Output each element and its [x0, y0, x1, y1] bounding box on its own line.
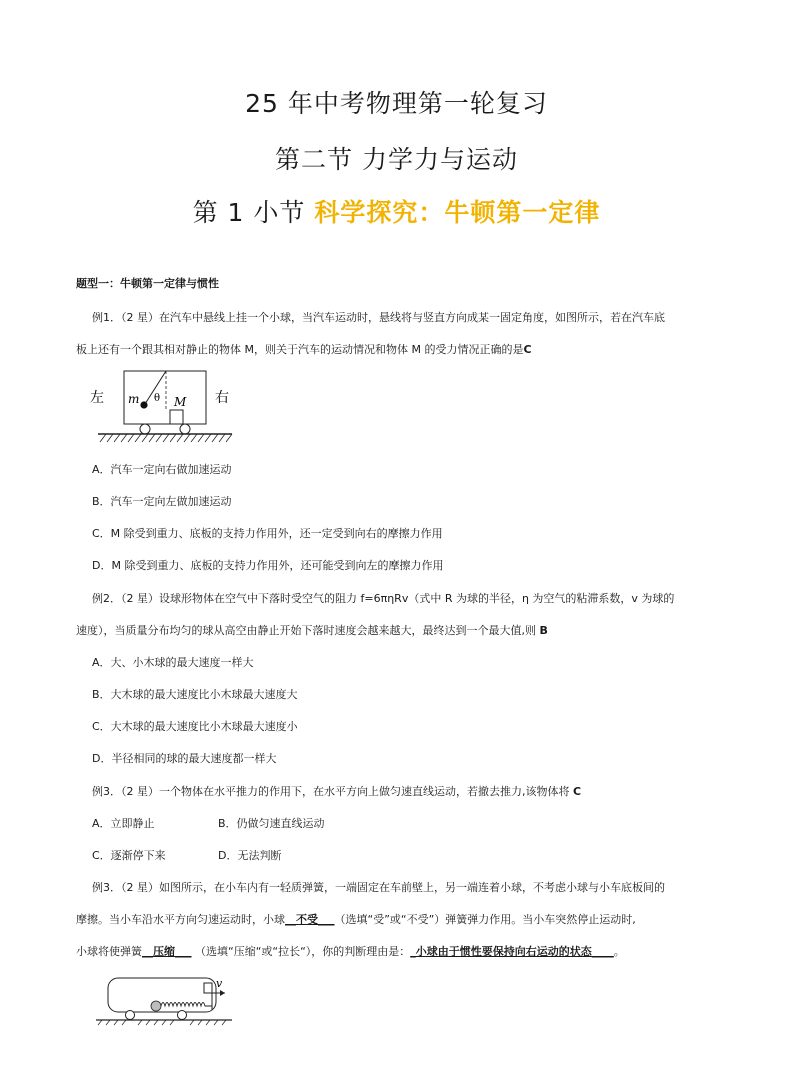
fig-M-label: M [174, 395, 187, 409]
ex2-line2-text: 速度），当质量分布均匀的球从高空由静止开始下落时速度会越来越大，最终达到一个最大值,则 [76, 624, 536, 637]
cart-spring-figure [94, 974, 234, 1026]
fig-v-label: v [216, 977, 223, 990]
ex1-option-a: A．汽车一定向右做加速运动 [92, 463, 232, 476]
subsection-title [0, 193, 793, 229]
spring-ball [151, 1001, 161, 1011]
block-M [170, 410, 183, 424]
ex4-blank1: __不受___ [285, 913, 335, 926]
ex3-option-d: D．无法判断 [218, 849, 282, 862]
ex4-blank2: __压缩___ [142, 945, 192, 958]
ex2-option-b: B．大木球的最大速度比小木球最大速度大 [92, 688, 298, 701]
cart-wheel-left [126, 1011, 135, 1020]
ex2-option-d: D．半径相同的球的最大速度都一样大 [92, 752, 277, 765]
spring-coil [161, 1003, 212, 1007]
ex2-answer: B [539, 624, 548, 637]
ex2-option-c: C．大木球的最大速度比小木球最大速度小 [92, 720, 298, 733]
ex1-line2 [76, 341, 532, 357]
ex1-line1: 例1．（2 星）在汽车中悬线上挂一个小球，当汽车运动时，悬线将与竖直方向成某一固定角度，如图所示，若在汽车底 [92, 311, 665, 324]
fig-right-label: 右 [215, 390, 229, 406]
ex1-option-c: C．M 除受到重力、底板的支持力作用外，还一定受到向右的摩擦力作用 [92, 527, 443, 540]
chapter-title: 第二节 力学力与运动 [275, 145, 518, 174]
ex1-option-d: D．M 除受到重力、底板的支持力作用外，还可能受到向左的摩擦力作用 [92, 559, 444, 572]
ground-hatching [100, 434, 232, 442]
ex2-line2 [76, 622, 548, 638]
ball-m [140, 401, 147, 408]
ex4-line2-text-a: 摩擦。当小车沿水平方向匀速运动时，小球 [76, 913, 285, 926]
fig-left-label: 左 [90, 390, 104, 406]
ex4-line3-text-a: 小球将使弹簧 [76, 945, 142, 958]
ex1-option-b: B．汽车一定向左做加速运动 [92, 495, 232, 508]
ex3-line1-text: 例3．（2 星）一个物体在水平推力的作用下，在水平方向上做匀速直线运动，若撤去推力,该物体将 [92, 785, 570, 798]
cart-wheel-right [178, 1011, 187, 1020]
fig-m-label: m [128, 392, 140, 406]
ex4-line3-text-b: （选填“压缩“或“拉长“），你的判断理由是： [195, 945, 411, 958]
section-heading: 题型一：牛顿第一定律与惯性 [76, 277, 219, 290]
ex3-option-c: C．逐渐停下来 [92, 849, 166, 862]
ex1-answer: C [523, 343, 532, 356]
wheel-left [140, 424, 150, 434]
cart-window [204, 983, 212, 993]
ex3-option-a: A．立即静止 [92, 817, 155, 830]
subsection-highlight: 科学探究：牛顿第一定律 [314, 198, 601, 227]
ex2-option-a: A．大、小木球的最大速度一样大 [92, 656, 254, 669]
doc-title: 25 年中考物理第一轮复习 [245, 89, 548, 118]
ex3-option-b: B．仍做匀速直线运动 [218, 817, 325, 830]
subsection-prefix: 第 1 小节 [192, 198, 315, 227]
wheel-right [180, 424, 190, 434]
ex2-line1: 例2．（2 星）设球形物体在空气中下落时受空气的阻力 f=6πηRv（式中 R 为球的半径，η 为空气的粘滞系数，v 为球的 [92, 592, 675, 605]
cart-body [108, 978, 216, 1012]
ex4-line2-text-b: （选填“受”或“不受”）弹簧弹力作用。当小车突然停止运动时, [334, 913, 636, 926]
ex3-line1 [92, 783, 581, 799]
cart-ground-hatching [98, 1020, 226, 1025]
ex4-blank3: _小球由于惯性要保持向右运动的状态____ [410, 945, 614, 958]
ex4-line3-text-c: 。 [613, 945, 625, 958]
ex4-line1: 例3．（2 星）如图所示，在小车内有一轻质弹簧，一端固定在车前壁上，另一端连着小球，不考虑小球与小车底板间的 [92, 881, 665, 894]
car-pendulum-figure [90, 368, 240, 446]
ex3-answer: C [573, 785, 582, 798]
velocity-arrowhead [220, 990, 225, 996]
fig-theta-label: θ [154, 393, 161, 404]
ex4-line2 [76, 911, 636, 927]
ex4-line3 [76, 943, 625, 959]
ex1-line2-text: 板上还有一个跟其相对静止的物体 M，则关于汽车的运动情况和物体 M 的受力情况正确的是 [76, 343, 524, 356]
